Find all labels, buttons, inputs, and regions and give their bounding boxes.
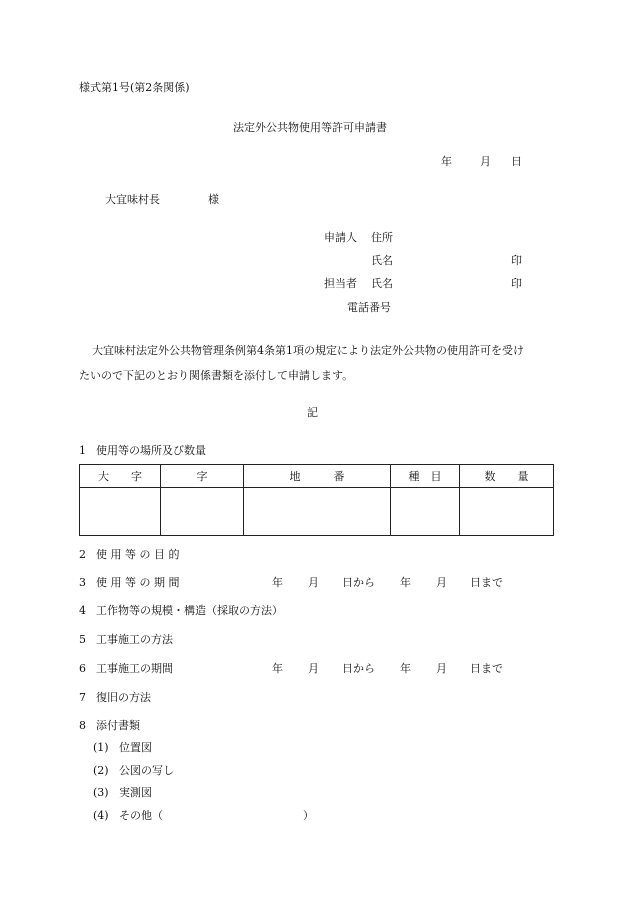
item6-number: 6	[79, 662, 86, 675]
contact-seal: 印	[511, 277, 522, 290]
attachment-3-number: (3)	[93, 786, 109, 799]
date-day: 日	[511, 155, 522, 168]
applicant-name-label: 氏名	[371, 254, 393, 267]
attachment-1-label: 位置図	[119, 741, 152, 754]
addressee-name: 大宜味村長	[105, 193, 160, 206]
item2-label: 使 用 等 の 目 的	[96, 548, 180, 561]
item8-number: 8	[79, 719, 86, 732]
item3-label: 使 用 等 の 期 間	[96, 576, 180, 589]
attachment-2-label: 公図の写し	[119, 764, 174, 777]
item6-label: 工事施工の期間	[96, 662, 173, 675]
attachment-4-number: (4)	[93, 809, 109, 822]
table-row	[80, 488, 554, 536]
date-year: 年	[441, 155, 452, 168]
item3-year2: 年	[400, 576, 411, 589]
table-header-oaza: 大 字	[80, 465, 161, 488]
item6-month2: 月	[436, 662, 447, 675]
contact-label: 担当者	[324, 277, 357, 290]
item5-label: 工事施工の方法	[96, 633, 173, 646]
contact-phone-label: 電話番号	[347, 301, 391, 314]
location-quantity-table	[79, 464, 554, 536]
applicant-seal: 印	[511, 254, 522, 267]
item2-number: 2	[79, 548, 86, 561]
item7-number: 7	[79, 691, 86, 704]
table-cell-shumoku[interactable]	[391, 488, 460, 536]
attachment-4-close: ）	[303, 809, 314, 822]
attachment-3-label: 実測図	[119, 786, 152, 799]
table-header-suryo: 数 量	[460, 465, 554, 488]
table-header-shumoku: 種 目	[391, 465, 460, 488]
applicant-address-label: 住所	[371, 231, 393, 244]
document-title: 法定外公共物使用等許可申請書	[233, 121, 387, 134]
body-text-line2: たいので下記のとおり関係書類を添付して申請します。	[79, 369, 354, 382]
form-number: 様式第1号(第2条関係)	[79, 81, 190, 94]
item6-year: 年	[272, 662, 283, 675]
table-cell-aza[interactable]	[161, 488, 244, 536]
item6-from: 日から	[342, 662, 375, 675]
date-month: 月	[480, 155, 491, 168]
item6-until: 日まで	[470, 662, 503, 675]
addressee-honorific: 様	[208, 193, 219, 206]
item3-month2: 月	[436, 576, 447, 589]
item4-number: 4	[79, 604, 86, 617]
item5-number: 5	[79, 633, 86, 646]
table-header-chiban: 地 番	[244, 465, 391, 488]
item3-year: 年	[272, 576, 283, 589]
body-text-line1: 大宜味村法定外公共物管理条例第4条第1項の規定により法定外公共物の使用許可を受け	[92, 344, 524, 357]
item6-year2: 年	[400, 662, 411, 675]
item3-from: 日から	[342, 576, 375, 589]
ki-heading: 記	[307, 406, 318, 419]
item3-until: 日まで	[470, 576, 503, 589]
table-cell-oaza[interactable]	[80, 488, 161, 536]
table-cell-chiban[interactable]	[244, 488, 391, 536]
item7-label: 復旧の方法	[96, 691, 151, 704]
table-cell-suryo[interactable]	[460, 488, 554, 536]
table-header-row	[80, 465, 554, 488]
item1-label: 使用等の場所及び数量	[96, 444, 206, 457]
contact-name-label: 氏名	[371, 277, 393, 290]
item3-number: 3	[79, 576, 86, 589]
item6-month: 月	[308, 662, 319, 675]
item4-label: 工作物等の規模・構造（採取の方法）	[96, 604, 283, 617]
attachment-2-number: (2)	[93, 764, 109, 777]
item1-number: 1	[79, 444, 86, 457]
attachment-1-number: (1)	[93, 741, 109, 754]
item8-label: 添付書類	[96, 719, 140, 732]
attachment-4-label: その他（	[119, 809, 163, 822]
item3-month: 月	[308, 576, 319, 589]
applicant-label: 申請人	[324, 231, 357, 244]
table-header-aza: 字	[161, 465, 244, 488]
